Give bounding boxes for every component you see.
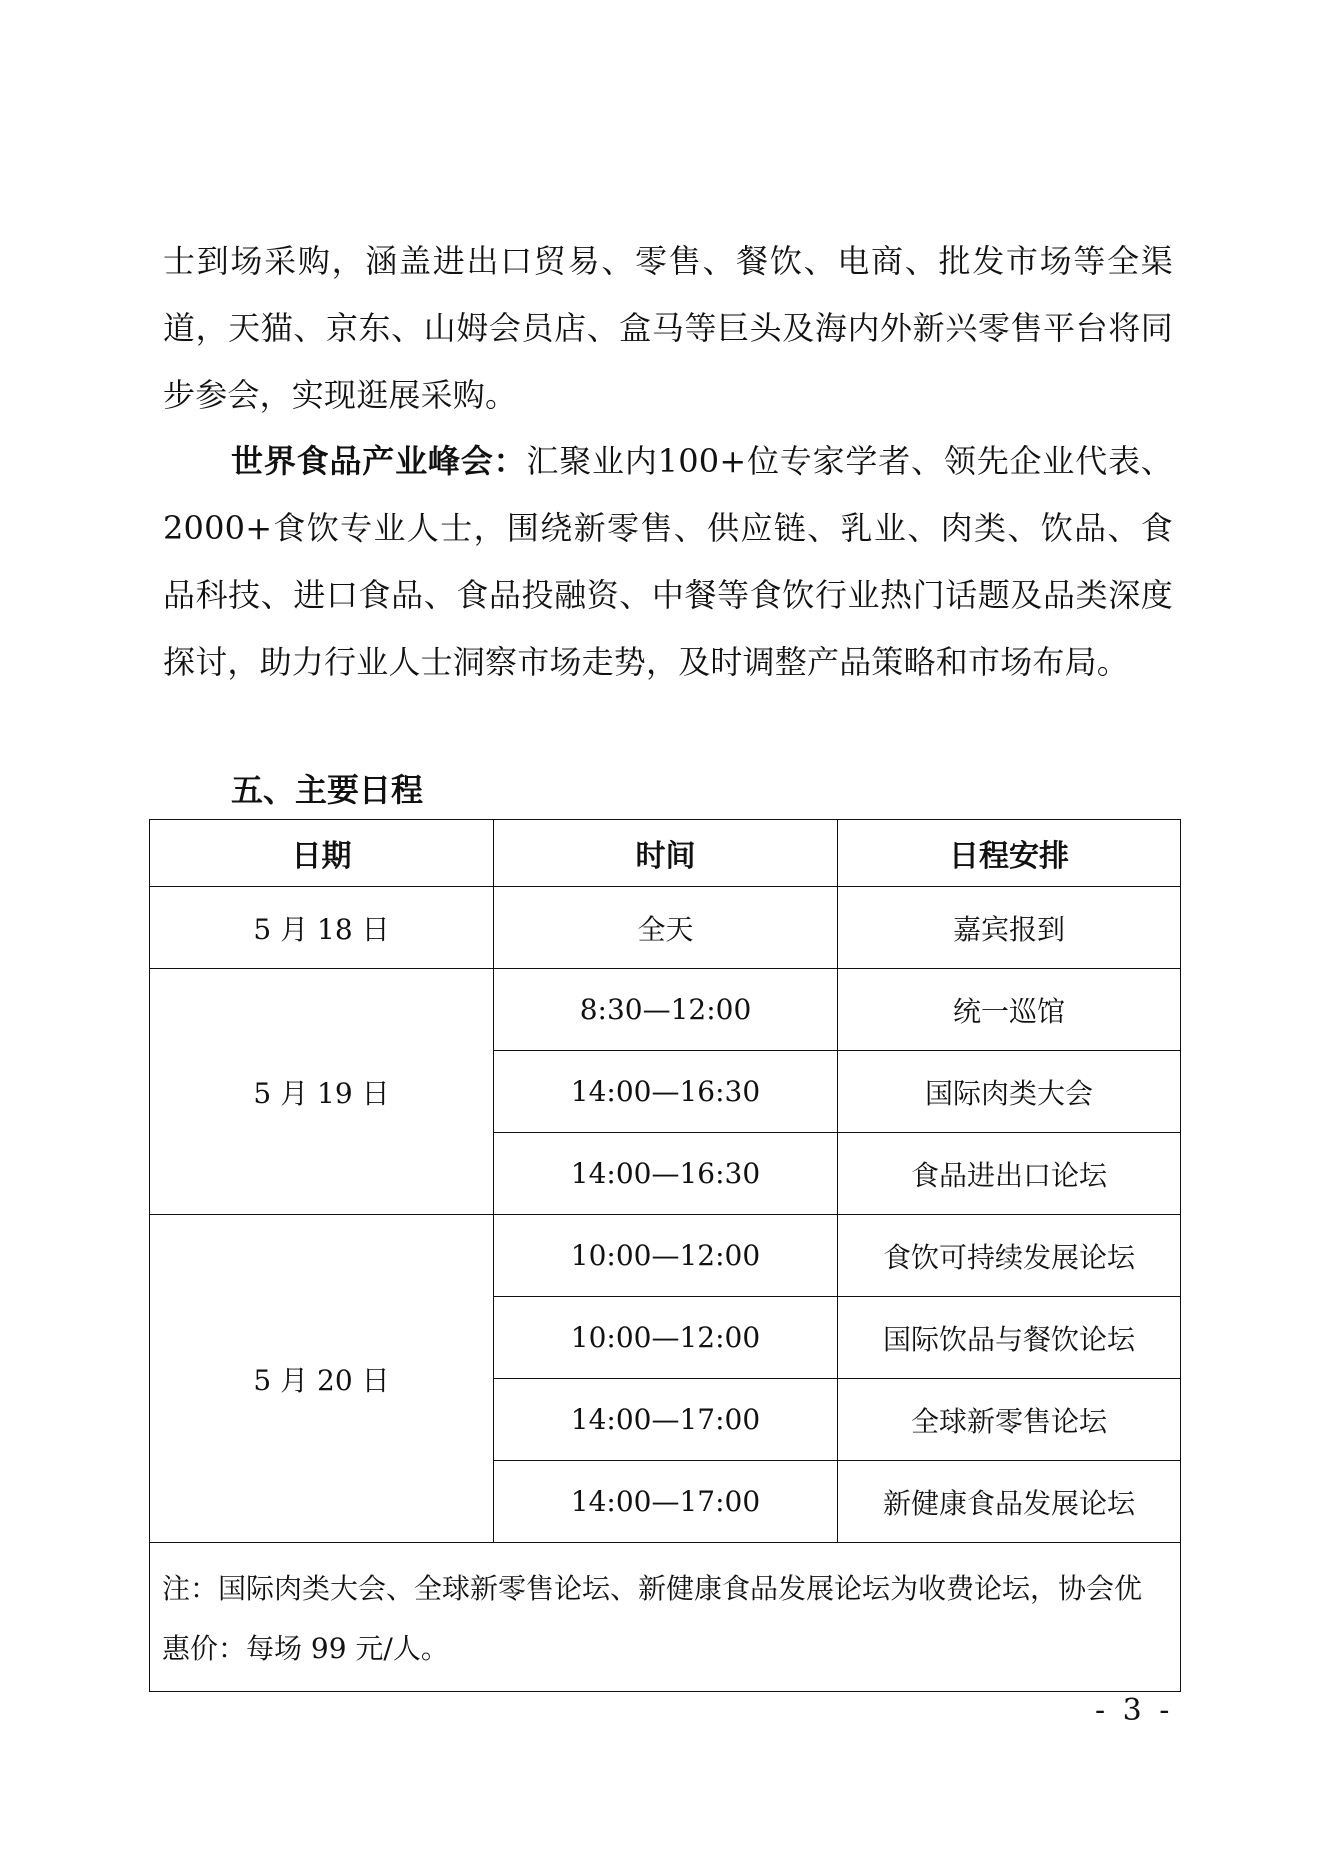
section-heading: 五、主要日程	[231, 771, 424, 809]
table-row	[150, 1215, 1181, 1297]
table-header-row	[150, 820, 1181, 887]
time-cell: 8:30—12:00	[494, 969, 838, 1051]
agenda-cell: 新健康食品发展论坛	[838, 1461, 1181, 1543]
time-cell: 10:00—12:00	[494, 1215, 838, 1297]
time-cell: 14:00—16:30	[494, 1133, 838, 1215]
agenda-cell: 国际饮品与餐饮论坛	[838, 1297, 1181, 1379]
page-number: - 3 -	[1095, 1693, 1174, 1728]
date-cell: 5 月 20 日	[150, 1215, 494, 1543]
date-cell: 5 月 18 日	[150, 887, 494, 969]
header-date: 日期	[150, 820, 494, 887]
header-time: 时间	[494, 820, 838, 887]
table-row	[150, 969, 1181, 1051]
table-note-row	[150, 1543, 1181, 1692]
body-paragraph-2	[163, 428, 1173, 696]
agenda-cell: 统一巡馆	[838, 969, 1181, 1051]
agenda-cell: 嘉宾报到	[838, 887, 1181, 969]
agenda-cell: 食饮可持续发展论坛	[838, 1215, 1181, 1297]
paragraph-body-text: 汇聚业内100+位专家学者、领先企业代表、2000+食饮专业人士，围绕新零售、供应链、乳业、肉类、饮品、食品科技、进口食品、食品投融资、中餐等食饮行业热门话题及品类深度探讨，助力行业人士洞察市场走势，及时调整产品策略和市场布局。	[163, 442, 1173, 681]
time-cell: 全天	[494, 887, 838, 969]
schedule-table	[149, 819, 1181, 1692]
time-cell: 14:00—17:00	[494, 1461, 838, 1543]
body-paragraph-1: 士到场采购，涵盖进出口贸易、零售、餐饮、电商、批发市场等全渠道，天猫、京东、山姆会员店、盒马等巨头及海内外新兴零售平台将同步参会，实现逛展采购。	[163, 242, 1173, 414]
date-cell: 5 月 19 日	[150, 969, 494, 1215]
agenda-cell: 国际肉类大会	[838, 1051, 1181, 1133]
paragraph-lead-heading: 世界食品产业峰会：	[231, 442, 527, 480]
agenda-cell: 食品进出口论坛	[838, 1133, 1181, 1215]
time-cell: 14:00—17:00	[494, 1379, 838, 1461]
time-cell: 10:00—12:00	[494, 1297, 838, 1379]
table-note: 注：国际肉类大会、全球新零售论坛、新健康食品发展论坛为收费论坛，协会优惠价：每场 99 元/人。	[150, 1543, 1181, 1692]
table-row	[150, 887, 1181, 969]
time-cell: 14:00—16:30	[494, 1051, 838, 1133]
header-agenda: 日程安排	[838, 820, 1181, 887]
agenda-cell: 全球新零售论坛	[838, 1379, 1181, 1461]
